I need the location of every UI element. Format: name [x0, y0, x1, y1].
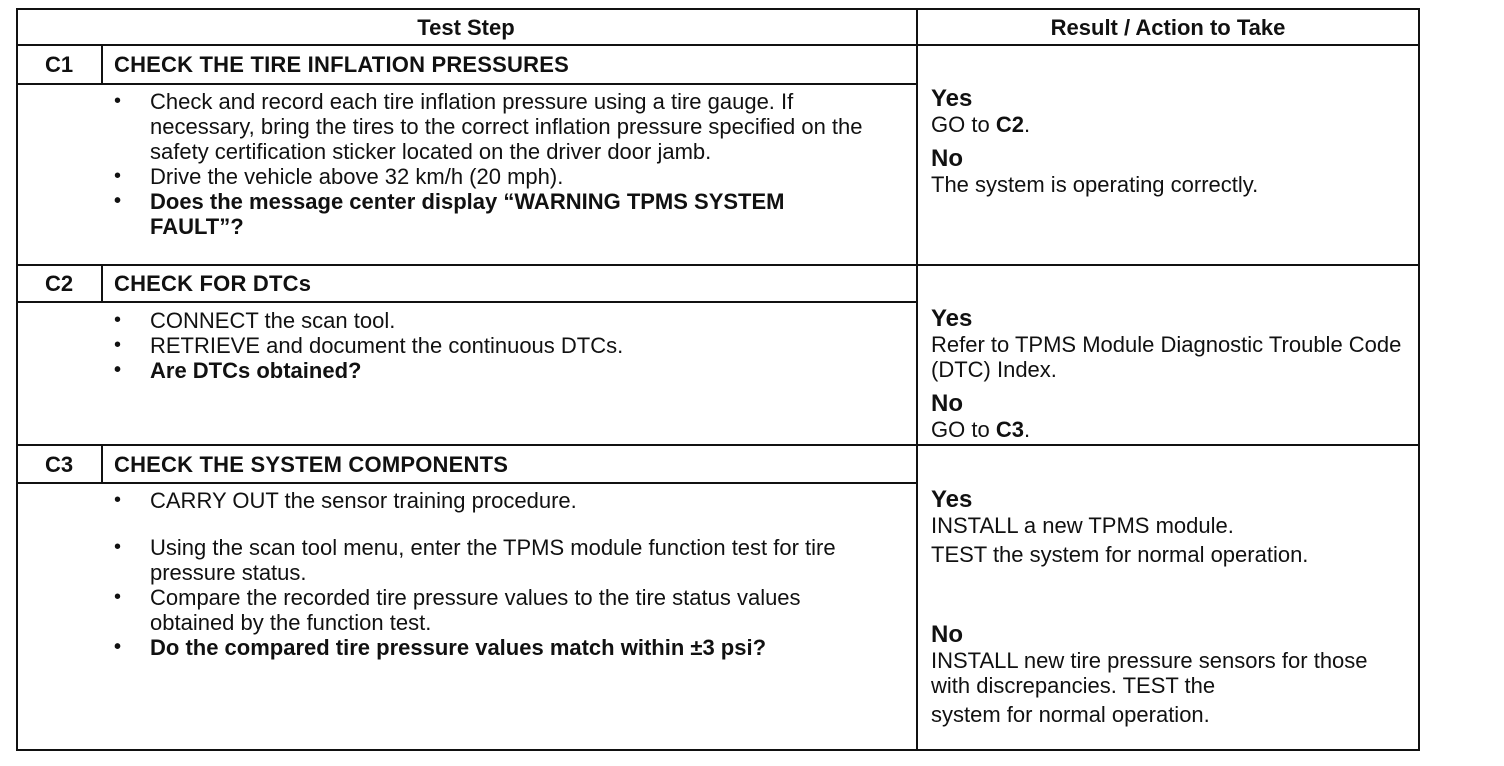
result-c1-yes-target: C2 — [995, 112, 1024, 137]
list-item: • Does the message center display “WARNING TPMS SYSTEM FAULT”? — [110, 189, 790, 239]
step-title-c2: CHECK FOR DTCs — [114, 271, 312, 296]
list-item: • CONNECT the scan tool. — [110, 308, 890, 333]
step-id-c3: C3 — [44, 452, 74, 477]
list-item: • Using the scan tool menu, enter the TPMS module function test for tire pressure status. — [110, 535, 850, 585]
result-c3-yes-label: Yes — [931, 486, 973, 513]
list-item: • Do the compared tire pressure values match within ±3 psi? — [110, 635, 890, 660]
result-c3-yes-text-2: TEST the system for normal operation. — [931, 542, 1309, 567]
result-c3-no-text-2: system for normal operation. — [931, 702, 1210, 727]
list-item: • Are DTCs obtained? — [110, 358, 890, 383]
list-item: • Check and record each tire inflation pressure using a tire gauge. If necessary, bring the tires to the correct inflation pressure specified on the safety certification sticker located on the driver door jamb. — [110, 89, 890, 164]
list-item: • RETRIEVE and document the continuous DTCs. — [110, 333, 890, 358]
step-id-c1: C1 — [44, 52, 74, 77]
step-title-c3: CHECK THE SYSTEM COMPONENTS — [114, 452, 509, 477]
result-c1-yes-text: GO to C2. — [931, 112, 1031, 137]
column-divider — [916, 8, 918, 751]
result-c2 — [931, 306, 1411, 442]
step-id-c2: C2 — [44, 271, 74, 296]
step-c2-bullets — [110, 308, 890, 383]
header-test-step: Test Step — [417, 15, 515, 40]
result-c1-no-label: No — [931, 145, 963, 172]
result-c3 — [931, 487, 1411, 727]
result-c2-no-target: C3 — [995, 417, 1024, 442]
step-c1-bullets — [110, 89, 890, 239]
result-c1 — [931, 86, 1411, 197]
step-c3-bullets — [110, 488, 890, 660]
header-result-action: Result / Action to Take — [1050, 15, 1286, 40]
result-c1-yes-label: Yes — [931, 85, 973, 112]
list-item: • CARRY OUT the sensor training procedure. — [110, 488, 890, 513]
list-item: • Compare the recorded tire pressure values to the tire status values obtained by the function test. — [110, 585, 850, 635]
result-c2-no-text: GO to C3. — [931, 417, 1031, 442]
result-c2-yes-label: Yes — [931, 305, 973, 332]
step-title-c1: CHECK THE TIRE INFLATION PRESSURES — [114, 52, 569, 77]
result-c2-yes-text: Refer to TPMS Module Diagnostic Trouble Code (DTC) Index. — [931, 332, 1402, 382]
result-c1-no-text: The system is operating correctly. — [931, 172, 1259, 197]
result-c3-no-text-1: INSTALL new tire pressure sensors for those with discrepancies. TEST the — [931, 648, 1368, 698]
result-c3-no-label: No — [931, 621, 963, 648]
list-item: • Drive the vehicle above 32 km/h (20 mph). — [110, 164, 890, 189]
result-c2-no-label: No — [931, 390, 963, 417]
result-c3-yes-text-1: INSTALL a new TPMS module. — [931, 513, 1234, 538]
